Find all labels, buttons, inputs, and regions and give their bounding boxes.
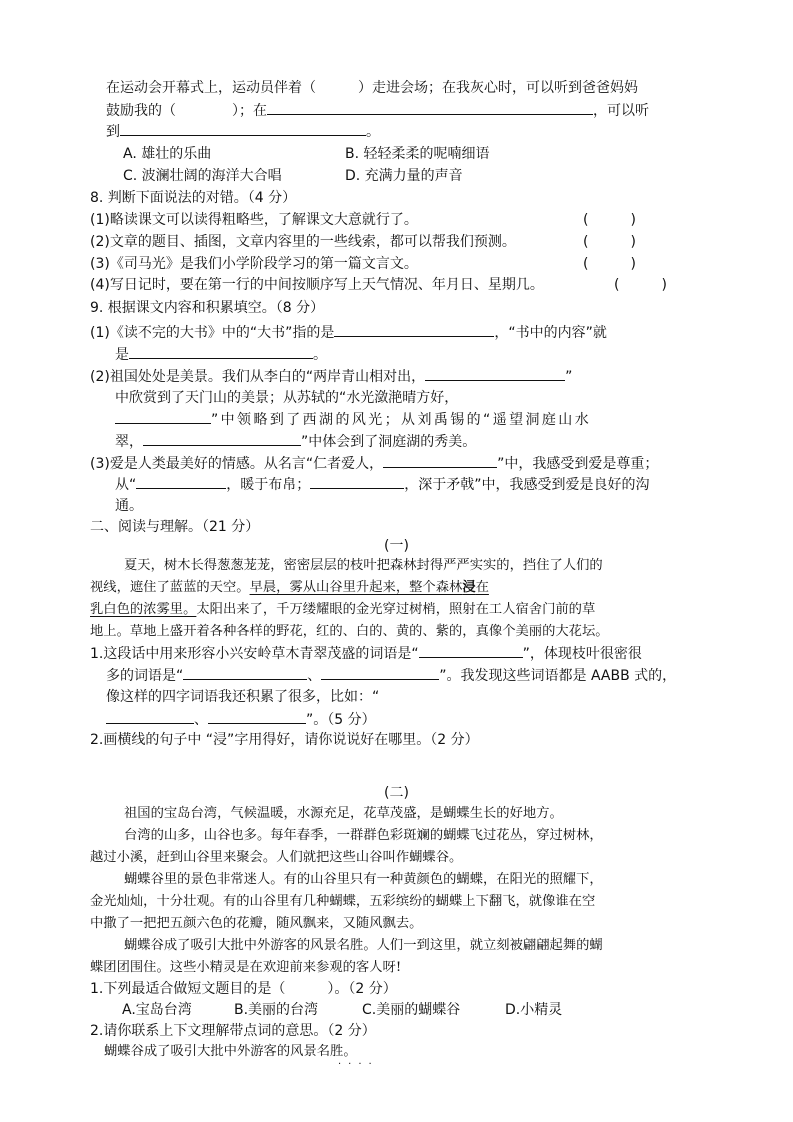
q9-s2-text-a: (2)祖国处处是美景。我们从李白的“两岸青山相对出，	[90, 369, 426, 385]
q9-s2-text-b: ”	[565, 369, 573, 385]
emphasis-dots: ····	[338, 1059, 379, 1070]
p1-q2: 2.画横线的句子中 “浸”字用得好，请你说说好在哪里。（2 分）	[90, 732, 479, 748]
p1-q1-line-3: 像这样的四字词语我还积累了很多，比如：“	[106, 689, 380, 705]
p1-q1-text-b: ”，体现枝叶很密很	[522, 646, 642, 662]
q9-s3-blank-2[interactable]	[136, 474, 226, 489]
q9-s3-text-d: ，暖于布帛；	[226, 477, 311, 493]
passage-2-line-2: 台湾的山多，山谷也多。每年春季，一群群色彩斑斓的蝴蝶飞过花丛，穿过树林，	[124, 828, 603, 843]
q7-option-b: B. 轻轻柔柔的呢喃细语	[345, 146, 490, 162]
q7-blank-2[interactable]	[267, 100, 593, 115]
q9-s2-blank-2[interactable]	[115, 409, 211, 424]
passage-1-text-2a: 视线，遮住了蓝蓝的天空。	[90, 580, 250, 595]
q7-line-2-start: 鼓励我的（ ）；在	[106, 103, 267, 119]
passage-2-line-4: 蝴蝶谷里的景色非常迷人。有的山谷里只有一种黄颜色的蝴蝶，在阳光的照耀下，	[124, 872, 603, 887]
q9-s3-blank-3[interactable]	[310, 474, 404, 489]
passage-1-line-3	[90, 600, 595, 620]
passage-1-line-1: 夏天，树木长得葱葱茏茏，密密层层的枝叶把森林封得严严实实的，挡住了人们的	[124, 558, 603, 573]
q7-line-3-end: 。	[366, 124, 380, 140]
q9-s2-text-e: 翠，	[115, 434, 143, 450]
p1-q1-text-d: 、	[307, 668, 322, 684]
p2-q2: 2.请你联系上下文理解带点词的意思。（2 分）	[90, 1023, 376, 1039]
passage-1-text-3b: 太阳出来了，千万缕耀眼的金光穿过树梢，照射在工人宿舍门前的草	[196, 602, 596, 617]
q9-s1-text-b: ，“书中的内容”就	[494, 325, 607, 341]
p1-q1-line-4	[106, 709, 376, 730]
p1-q1-blank-1[interactable]	[419, 643, 523, 658]
p2-q2-sentence: 蝴蝶谷成了吸引大批中外游客的风景名胜。	[104, 1044, 357, 1059]
passage-1-label: (一)	[384, 538, 409, 554]
q8-item-4-answer[interactable]: ( )	[614, 277, 667, 293]
p1-q1-text-h: ”。（5 分）	[306, 712, 376, 728]
q9-s2-text-d: ”中领略到了西湖的风光；从刘禹锡的“遥望洞庭山水	[211, 412, 592, 428]
p1-q1-line-1	[90, 643, 642, 664]
q9-s2-line-3	[115, 409, 591, 430]
q9-s1-blank-2[interactable]	[129, 344, 313, 359]
passage-2-line-1: 祖国的宝岛台湾，气候温暖，水源充足，花草茂盛，是蝴蝶生长的好地方。	[124, 806, 563, 821]
highlighted-char-jin: 浸	[462, 580, 476, 595]
underlined-sentence-part-1	[250, 580, 489, 595]
p1-q1-text-e: ”。我发现这些词语都是 AABB 式的，	[439, 668, 677, 684]
passage-2-line-3: 越过小溪，赶到山谷里来聚会。人们就把这些山谷叫作蝴蝶谷。	[90, 850, 463, 865]
q9-s2-line-1	[90, 366, 572, 387]
q7-blank-3[interactable]	[120, 121, 366, 136]
q9-s1-text-a: (1)《读不完的大书》中的“大书”指的是	[90, 325, 335, 341]
q9-s1-blank-1[interactable]	[334, 322, 494, 337]
q9-s3-text-b: ”中，我感受到爱是尊重；	[497, 456, 659, 472]
q7-option-a: A. 雄壮的乐曲	[123, 146, 212, 162]
p2-q1-option-b: B.美丽的台湾	[234, 1002, 319, 1018]
q8-item-1: (1)略读课文可以读得粗略些，了解课文大意就行了。	[90, 212, 418, 228]
q8-item-3: (3)《司马光》是我们小学阶段学习的第一篇文言文。	[90, 256, 418, 272]
p2-q1: 1.下列最适合做短文题目的是（ ）。（2 分）	[90, 981, 397, 997]
q9-s1-text-c: 是	[115, 347, 129, 363]
q8-item-2: (2)文章的题目、插图，文章内容里的一些线索，都可以帮我们预测。	[90, 234, 516, 250]
q9-s3-line-2	[115, 474, 650, 495]
q7-line-2	[106, 100, 649, 121]
p2-q1-option-a: A.宝岛台湾	[122, 1002, 192, 1018]
q9-s3-line-1	[90, 453, 658, 474]
q9-s2-line-4	[115, 431, 476, 452]
q9-s1-text-d: 。	[313, 347, 327, 363]
passage-2-line-7: 蝴蝶谷成了吸引大批中外游客的风景名胜。人们一到这里，就立刻被翩翩起舞的蝴	[124, 938, 603, 953]
q9-s2-line-2: 中欣赏到了天门山的美景；从苏轼的“水光潋滟晴方好，	[115, 390, 459, 406]
p1-q1-text-a: 1.这段话中用来形容小兴安岭草木青翠茂盛的词语是“	[90, 646, 419, 662]
q8-item-3-answer[interactable]: ( )	[583, 256, 636, 272]
passage-2-line-8: 蝶团团围住。这些小精灵是在欢迎前来参观的客人呀!	[90, 960, 402, 975]
q7-line-1: 在运动会开幕式上，运动员伴着（ ）走进会场；在我灰心时，可以听到爸爸妈妈	[106, 80, 638, 96]
section-2-title: 二、阅读与理解。（21 分）	[90, 519, 260, 535]
q9-s3-text-c: 从“	[115, 477, 137, 493]
q7-line-3	[106, 121, 380, 142]
q8-item-1-answer[interactable]: ( )	[583, 212, 636, 228]
q9-s3-line-3: 通。	[115, 498, 143, 514]
p1-q1-blank-4[interactable]	[106, 709, 194, 724]
p1-q1-text-c: 多的词语是“	[106, 668, 184, 684]
q8-item-2-answer[interactable]: ( )	[583, 234, 636, 250]
underlined-sentence-part-2: 乳白色的浓雾里。	[90, 602, 197, 617]
passage-1-line-4: 地上。草地上盛开着各种各样的野花，红的、白的、黄的、紫的，真像个美丽的大花坛。	[90, 624, 609, 639]
p1-q1-line-2	[106, 665, 676, 686]
q9-s1-line-1	[90, 322, 607, 343]
q9-s2-blank-3[interactable]	[143, 431, 301, 446]
p1-q1-blank-2[interactable]	[183, 665, 307, 680]
q7-option-c: C. 波澜壮阔的海洋大合唱	[123, 168, 282, 184]
q9-title: 9. 根据课文内容和积累填空。（8 分）	[90, 300, 325, 316]
passage-1-text-2d: 在	[475, 580, 489, 595]
p1-q1-text-g: 、	[194, 712, 208, 728]
p1-q1-blank-5[interactable]	[208, 709, 306, 724]
q7-option-d: D. 充满力量的声音	[345, 168, 463, 184]
q9-s3-text-e: ，深于矛戟”中，我感受到爱是良好的沟	[404, 477, 650, 493]
q7-line-2-end: ，可以听	[593, 103, 649, 119]
p1-q1-blank-3[interactable]	[321, 665, 439, 680]
passage-2-line-6: 中撒了一把把五颜六色的花瓣，随风飘来，又随风飘去。	[90, 916, 423, 931]
q9-s3-text-a: (3)爱是人类最美好的情感。从名言“仁者爱人，	[90, 456, 384, 472]
q8-item-4: (4)写日记时，要在第一行的中间按顺序写上天气情况、年月日、星期几。	[90, 277, 544, 293]
passage-2-line-5: 金光灿灿，十分壮观。有的山谷里有几种蝴蝶，五彩缤纷的蝴蝶上下翻飞，就像谁在空	[90, 894, 596, 909]
passage-1-line-2	[90, 578, 489, 598]
passage-2-label: (二)	[384, 785, 409, 801]
q7-line-3-start: 到	[106, 124, 120, 140]
q8-title: 8. 判断下面说法的对错。（4 分）	[90, 190, 297, 206]
q9-s1-line-2	[115, 344, 327, 365]
p2-q1-option-c: C.美丽的蝴蝶谷	[362, 1002, 461, 1018]
passage-1-text-2b: 早晨，雾从山谷里升起来，整个森林	[249, 580, 463, 595]
q9-s2-text-f: ”中体会到了洞庭湖的秀美。	[301, 434, 477, 450]
q9-s2-blank-1[interactable]	[425, 366, 565, 381]
q9-s3-blank-1[interactable]	[383, 453, 497, 468]
p2-q1-option-d: D.小精灵	[505, 1002, 563, 1018]
